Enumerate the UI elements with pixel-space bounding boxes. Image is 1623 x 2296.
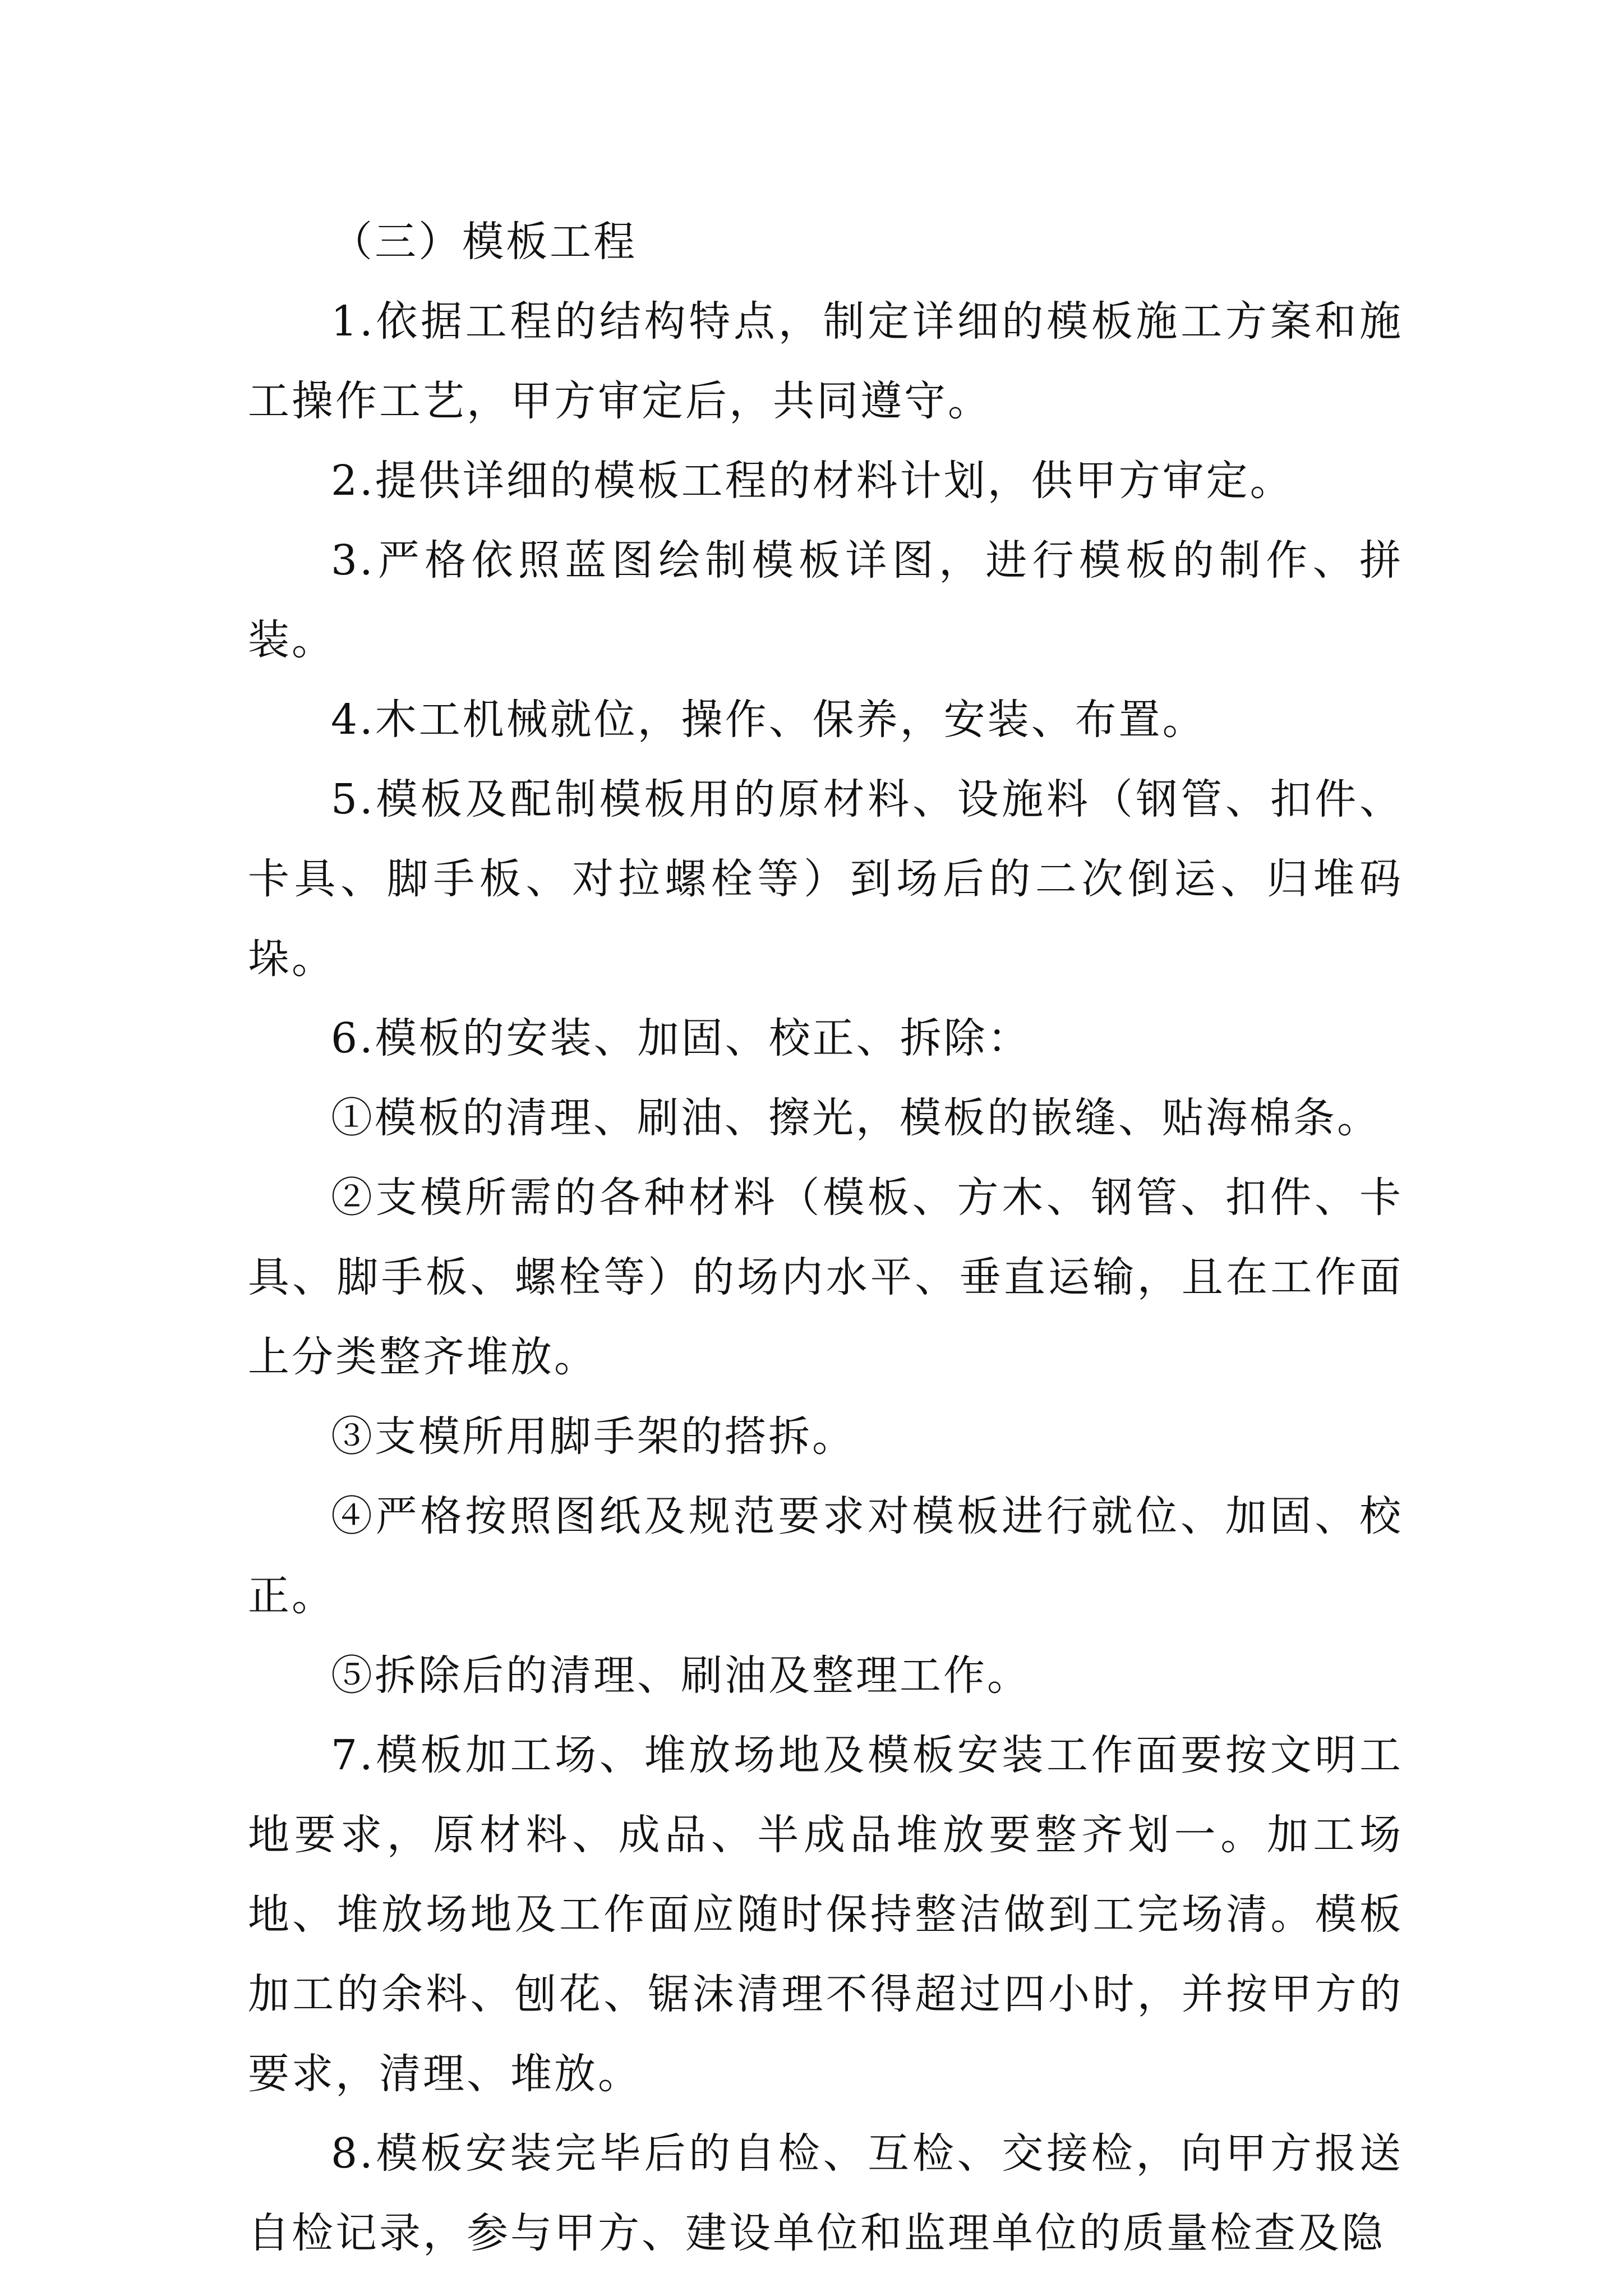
paragraph-3: 3.严格依照蓝图绘制模板详图，进行模板的制作、拼装。 [248, 536, 1403, 664]
paragraph-2: 2.提供详细的模板工程的材料计划，供甲方审定。 [331, 457, 1294, 505]
sub-item-2: ②支模所需的各种材料（模板、方木、钢管、扣件、卡具、脚手板、螺栓等）的场内水平、垂直运输，且在工作面上分类整齐堆放。 [248, 1174, 1403, 1381]
paragraph-1: 1.依据工程的结构特点，制定详细的模板施工方案和施工操作工艺，甲方审定后，共同遵守。 [248, 297, 1403, 425]
document-body [248, 202, 1403, 2273]
sub-item-4: ④严格按照图纸及规范要求对模板进行就位、加固、校正。 [248, 1492, 1403, 1620]
paragraph-6: 6.模板的安装、加固、校正、拆除： [331, 1014, 1031, 1062]
paragraph-7: 7.模板加工场、堆放场地及模板安装工作面要按文明工地要求，原材料、成品、半成品堆放要整齐划一。加工场地、堆放场地及工作面应随时保持整洁做到工完场清。模板加工的余料、刨花、锯沫清理不得超过四小时，并按甲方的要求，清理、堆放。 [248, 1731, 1403, 2098]
section-heading: （三）模板工程 [331, 218, 637, 266]
paragraph-8: 8.模板安装完毕后的自检、互检、交接检，向甲方报送自检记录，参与甲方、建设单位和监理单位的质量检查及隐 [248, 2129, 1403, 2257]
sub-item-3: ③支模所用脚手架的搭拆。 [331, 1412, 856, 1461]
sub-item-1: ①模板的清理、刷油、擦光，模板的嵌缝、贴海棉条。 [331, 1094, 1381, 1142]
paragraph-4: 4.木工机械就位，操作、保养，安装、布置。 [331, 696, 1206, 744]
paragraph-5: 5.模板及配制模板用的原材料、设施料（钢管、扣件、卡具、脚手板、对拉螺栓等）到场后的二次倒运、归堆码垛。 [248, 775, 1403, 983]
sub-item-5: ⑤拆除后的清理、刷油及整理工作。 [331, 1651, 1031, 1700]
